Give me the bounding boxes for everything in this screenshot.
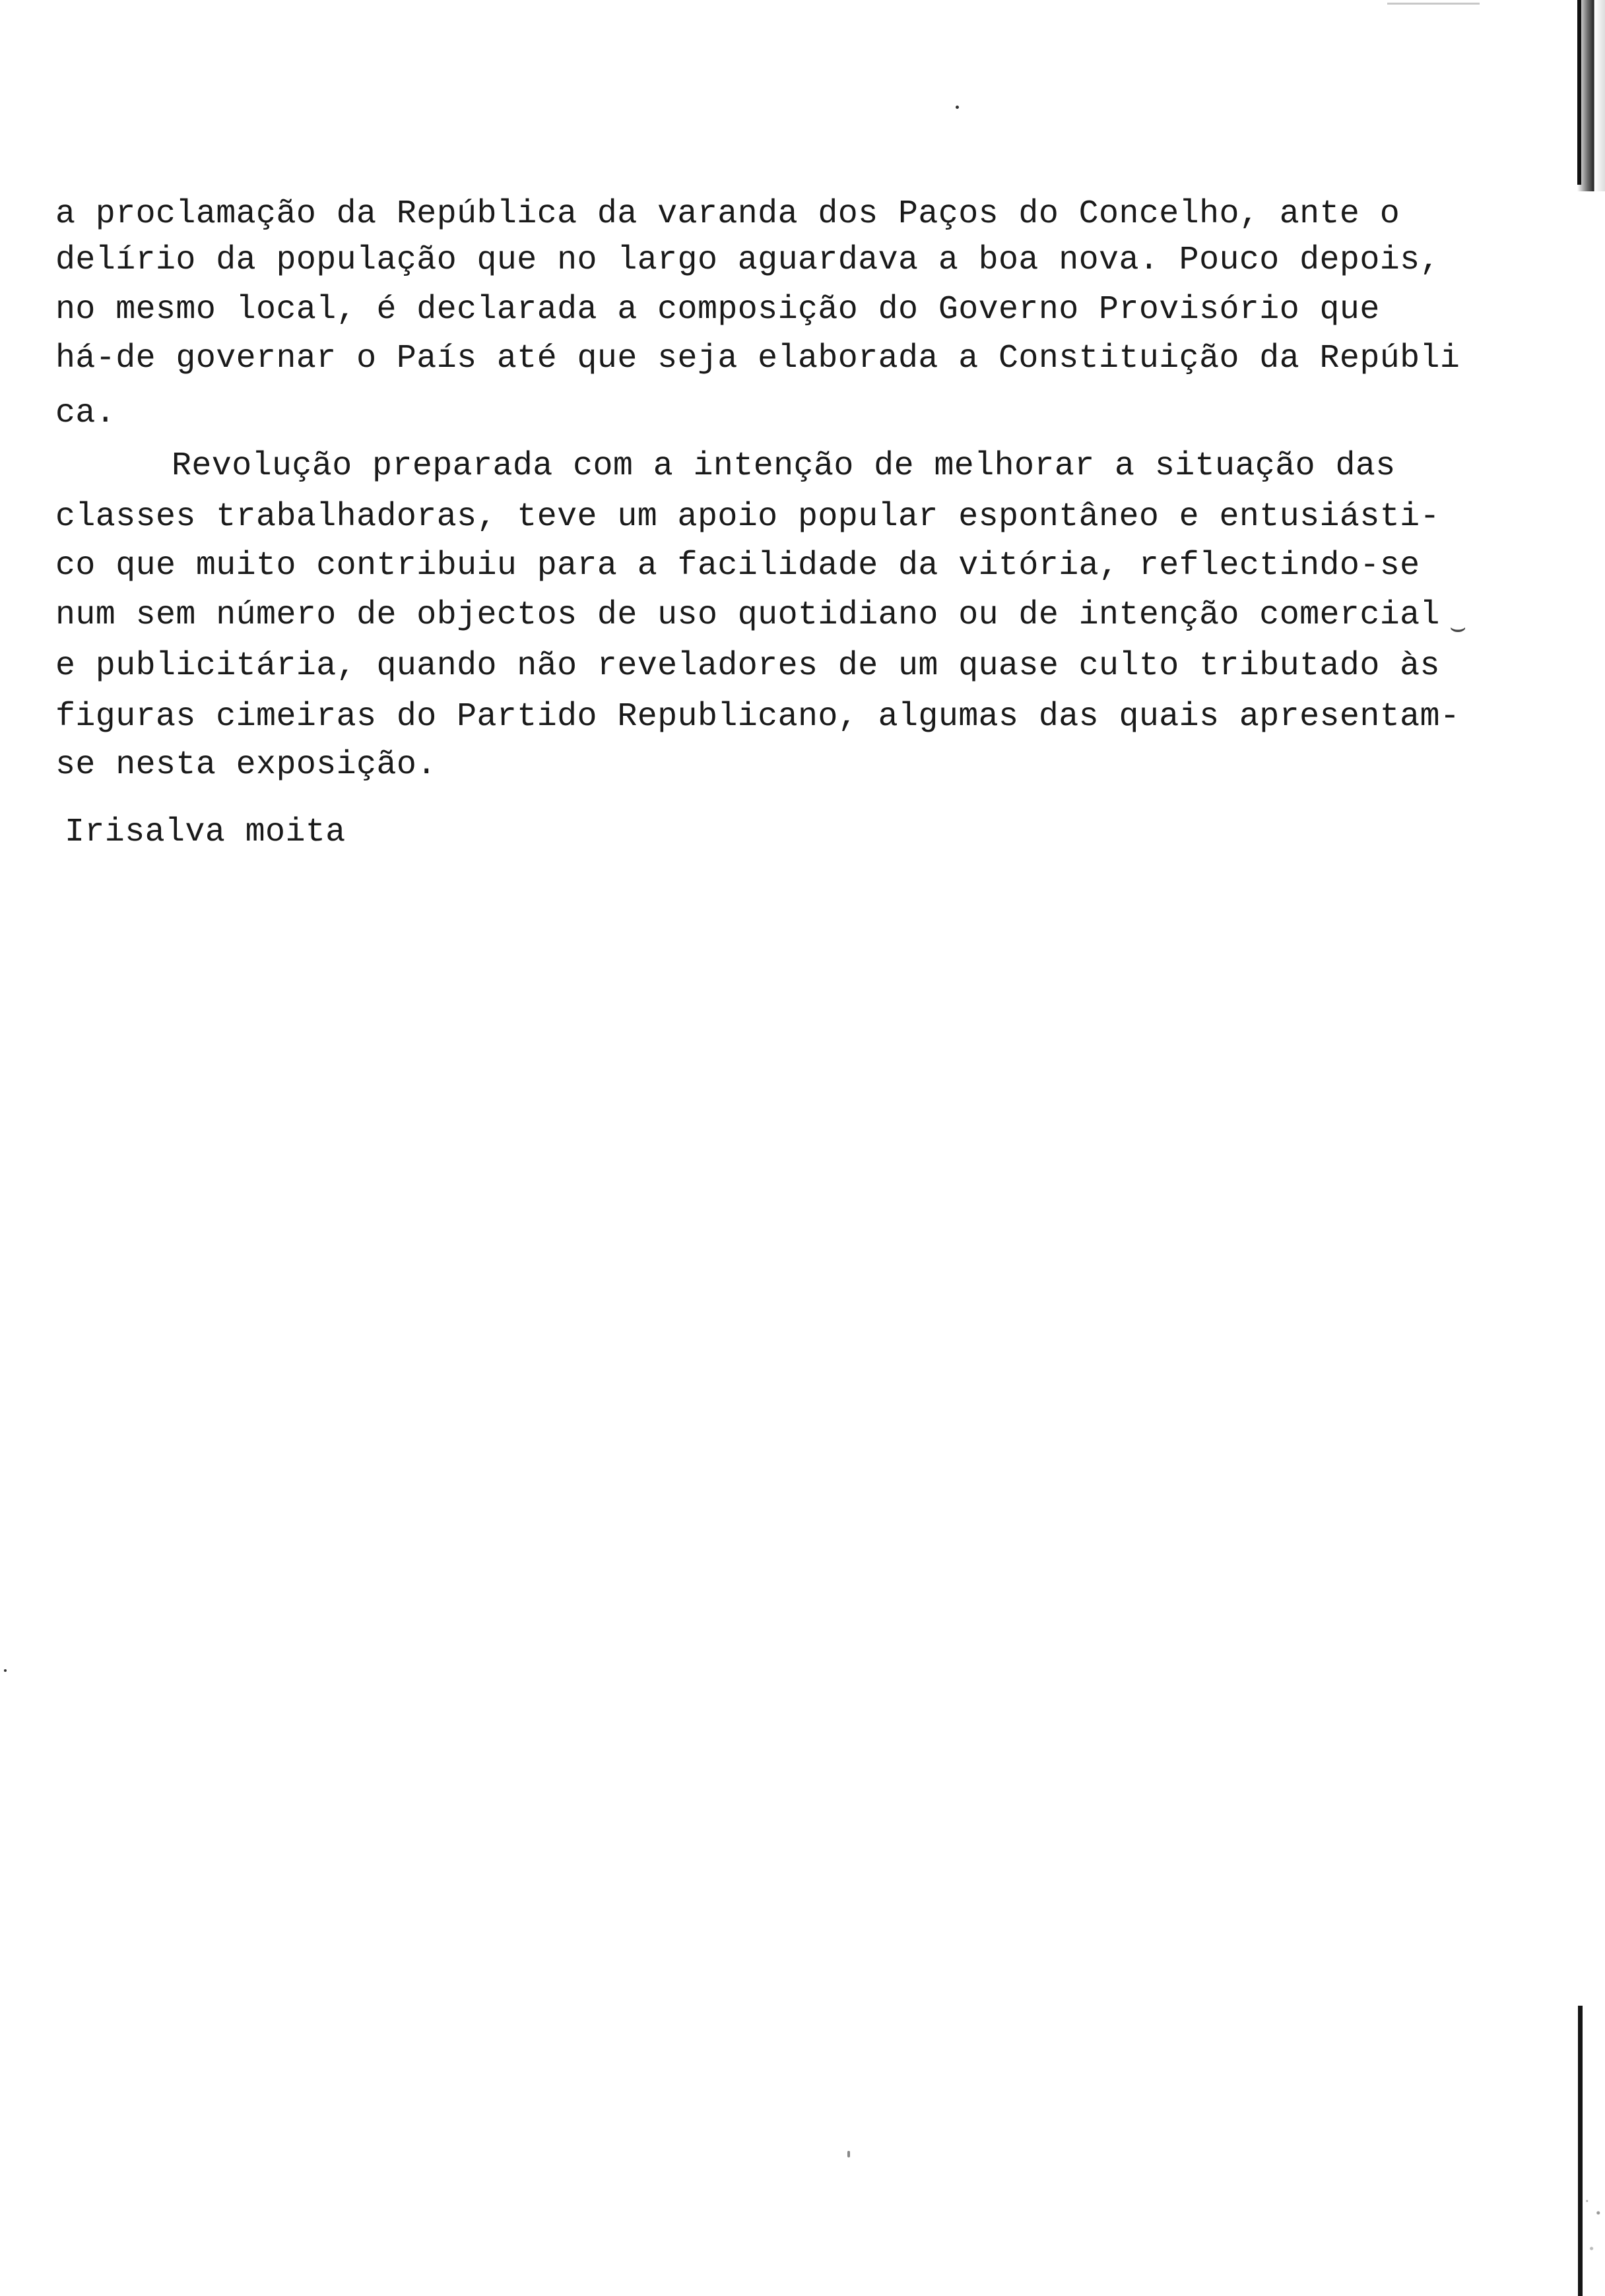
dust-speck [956,106,959,109]
scan-edge-noise [1583,2177,1605,2296]
dust-speck [847,2151,850,2157]
scan-edge-bottom [1578,2006,1583,2296]
paragraph-2-line-5: e publicitária, quando não reveladores de um quase culto tributado às [55,647,1440,685]
paragraph-2-line-3: co que muito contribuiu para a facilidade da vitória, reflectindo-se [55,547,1420,585]
paragraph-2-line-4: num sem número de objectos de uso quotidiano ou de intenção comercial [55,596,1440,634]
scan-edge-top [1577,0,1605,191]
paragraph-2-line-1: Revolução preparada com a intenção de melhorar a situação das [172,447,1396,485]
paragraph-2-line-6: figuras cimeiras do Partido Republicano, algumas das quais apresentam- [55,698,1460,736]
scan-edge-bar-top [1577,0,1581,185]
scan-rule [1387,3,1480,5]
author-signature: Irisalva moita [65,813,346,851]
paragraph-1-line-4: há-de governar o País até que seja elaborada a Constituição da Repúbli [55,340,1460,377]
paragraph-1-line-3: no mesmo local, é declarada a composição do Governo Provisório que [55,291,1380,329]
paragraph-1-line-1: a proclamação da República da varanda dos Paços do Concelho, ante o [55,195,1400,233]
paragraph-2-line-2: classes trabalhadoras, teve um apoio popular espontâneo e entusiásti- [55,498,1440,536]
margin-mark-icon: ⌣ [1449,612,1467,643]
paragraph-1-line-5: ca. [55,395,116,432]
dust-speck [4,1669,7,1672]
paragraph-2-line-7: se nesta exposição. [55,746,437,784]
paragraph-1-line-2: delírio da população que no largo aguardava a boa nova. Pouco depois, [55,241,1440,279]
